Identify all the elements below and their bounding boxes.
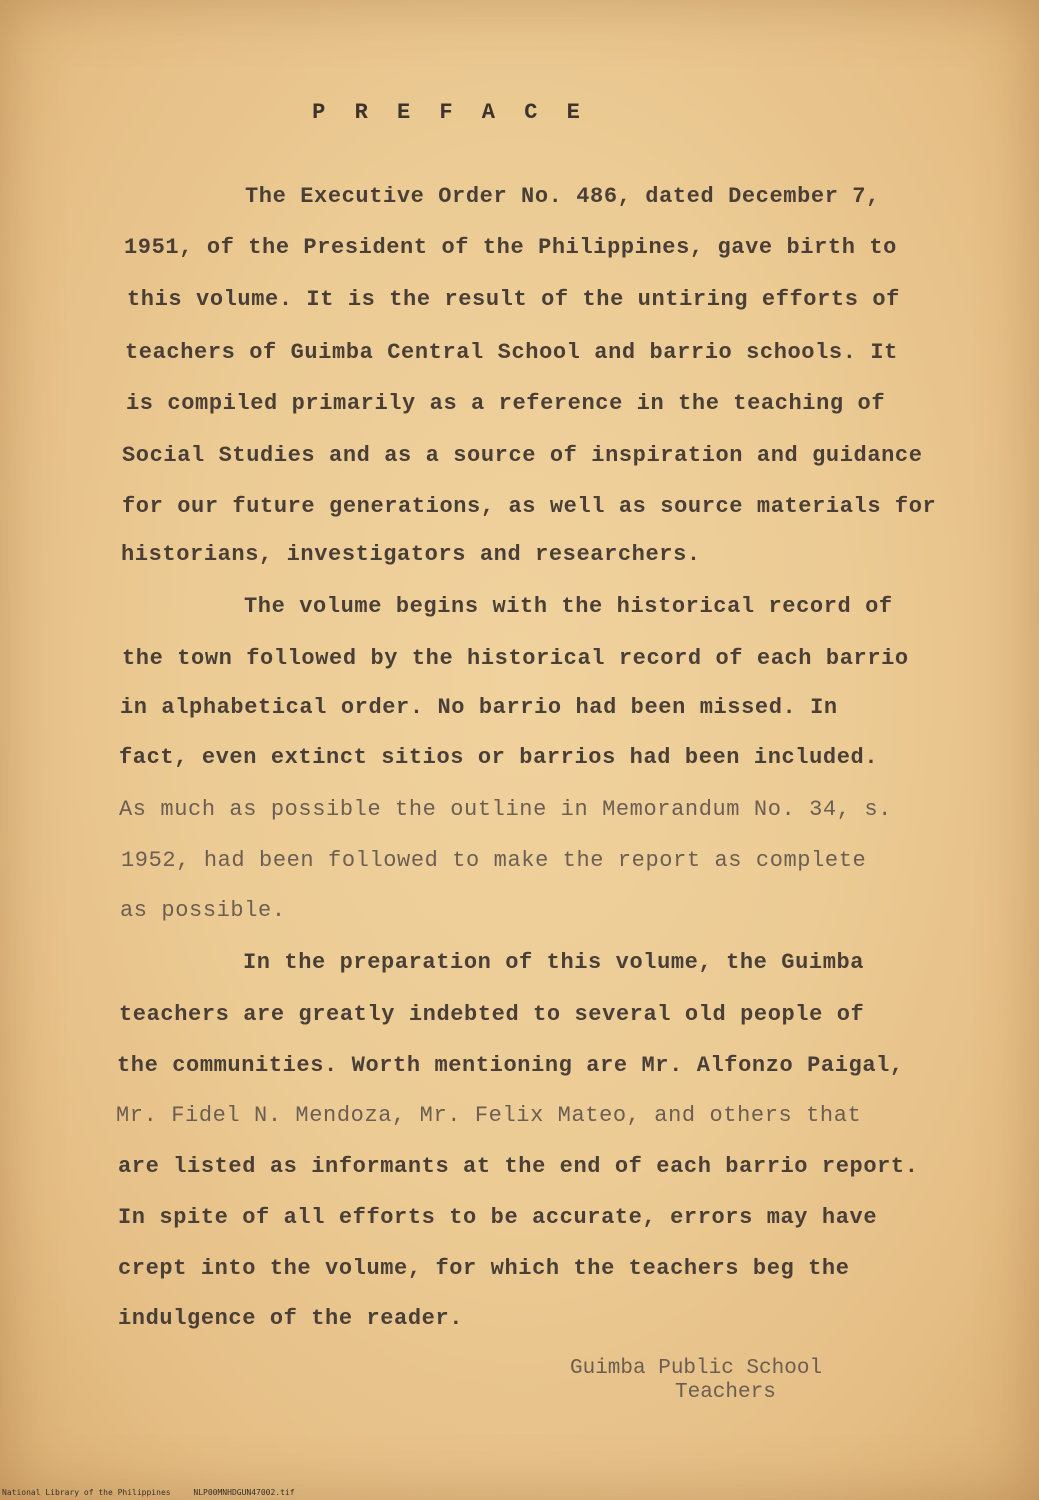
paragraph-1-line-3: this volume. It is the result of the untiring efforts of bbox=[127, 287, 900, 312]
paragraph-2-line-7: as possible. bbox=[120, 898, 286, 923]
paragraph-3-line-2: teachers are greatly indebted to several old people of bbox=[119, 1002, 865, 1027]
paragraph-1-line-4: teachers of Guimba Central School and barrio schools. It bbox=[125, 340, 898, 365]
paragraph-1-line-7: for our future generations, as well as source materials for bbox=[122, 494, 937, 519]
paragraph-3-line-6: In spite of all efforts to be accurate, errors may have bbox=[118, 1205, 878, 1230]
footer-library: National Library of the Philippines bbox=[2, 1488, 171, 1497]
paragraph-1-line-5: is compiled primarily as a reference in the teaching of bbox=[126, 391, 886, 416]
paragraph-2-line-2: the town followed by the historical record of each barrio bbox=[122, 646, 909, 671]
paragraph-3-line-5: are listed as informants at the end of each barrio report. bbox=[118, 1154, 919, 1179]
paragraph-2-line-4: fact, even extinct sitios or barrios had been included. bbox=[119, 745, 879, 770]
paragraph-2-line-3: in alphabetical order. No barrio had been missed. In bbox=[120, 695, 838, 720]
scan-footer bbox=[2, 1488, 313, 1497]
paragraph-1-line-2: 1951, of the President of the Philippines, gave birth to bbox=[124, 235, 897, 260]
paragraph-3-line-7: crept into the volume, for which the teachers beg the bbox=[118, 1256, 850, 1281]
paragraph-3-line-3: the communities. Worth mentioning are Mr. Alfonzo Paigal, bbox=[117, 1053, 904, 1078]
signature-line-2: Teachers bbox=[675, 1381, 776, 1404]
paragraph-2-line-5: As much as possible the outline in Memorandum No. 34, s. bbox=[119, 797, 892, 822]
footer-file: NLP00MNHDGUN47002.tif bbox=[193, 1488, 295, 1497]
paragraph-1-line-1: The Executive Order No. 486, dated December 7, bbox=[245, 184, 880, 209]
document-title: P R E F A C E bbox=[312, 100, 588, 125]
paragraph-3-line-8: indulgence of the reader. bbox=[118, 1306, 464, 1331]
paragraph-3-line-4: Mr. Fidel N. Mendoza, Mr. Felix Mateo, and others that bbox=[116, 1103, 862, 1128]
paragraph-3-line-1: In the preparation of this volume, the Guimba bbox=[243, 950, 865, 975]
paragraph-2-line-1: The volume begins with the historical record of bbox=[244, 594, 893, 619]
paragraph-2-line-6: 1952, had been followed to make the report as complete bbox=[121, 848, 867, 873]
paragraph-1-line-6: Social Studies and as a source of inspiration and guidance bbox=[122, 443, 923, 468]
signature-line-1: Guimba Public School bbox=[570, 1357, 823, 1380]
paragraph-1-line-8: historians, investigators and researchers. bbox=[121, 542, 701, 567]
